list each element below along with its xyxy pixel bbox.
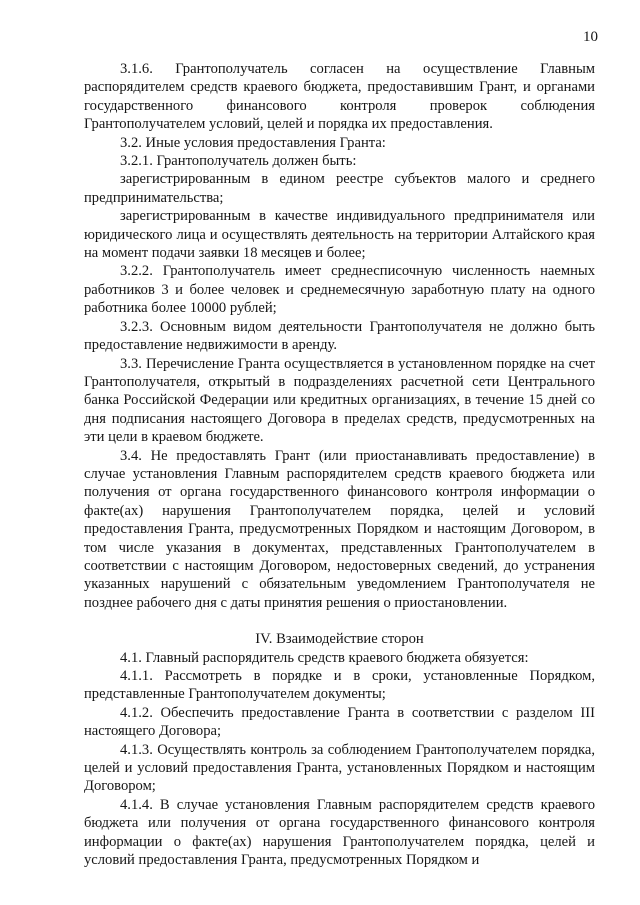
section-heading: IV. Взаимодействие сторон	[255, 631, 424, 648]
page-number: 10	[583, 29, 598, 45]
paragraph-4-1-3: 4.1.3. Осуществлять контроль за соблюдением Грантополучателем порядка, целей и условий предоставления Гранта, установленных Порядком и настоящим Договором;	[84, 741, 595, 795]
paragraph-3-3: 3.3. Перечисление Гранта осуществляется в установленном порядке на счет Грантополучателя, открытый в подразделениях расчетной сети Центрального банка Российской Федерации или кредитных организациях, в течение 15 дней со дня подписания настоящего Договора в пределах средств, предусмотренных на эти цели в краевом бюджете.	[84, 355, 595, 446]
paragraph-3-4: 3.4. Не предоставлять Грант (или приостанавливать предоставление) в случае установления Главным распорядителем средств краевого бюджета или получения от органа государственного финансового контроля информации о факте(ах) нарушения Грантополучателем порядка, целей и условий предоставления Гранта, предусмотренных Порядком и настоящим Договором, в том числе указания в документах, представленных Грантополучателем в соответствии с настоящим Договором, недостоверных сведений, до устранения указанных нарушений с обязательным уведомлением Грантополучателя не позднее рабочего дня с даты принятия решения о приостановлении.	[84, 447, 595, 611]
paragraph-4-1-2: 4.1.2. Обеспечить предоставление Гранта в соответствии с разделом III настоящего Договора;	[84, 704, 595, 740]
paragraph-3-2-1: 3.2.1. Грантополучатель должен быть:	[120, 153, 357, 170]
paragraph-registered-entity: зарегистрированным в качестве индивидуального предпринимателя или юридического лица и осуществлять деятельность на территории Алтайского края на момент подачи заявки 18 месяцев и более;	[84, 208, 595, 262]
paragraph-3-2-3: 3.2.3. Основным видом деятельности Грантополучателя не должно быть предоставление недвижимости в аренду.	[84, 318, 595, 354]
paragraph-registered-smb: зарегистрированным в едином реестре субъектов малого и среднего предпринимательства;	[84, 171, 595, 206]
paragraph-4-1-4: 4.1.4. В случае установления Главным распорядителем средств краевого бюджета или получения от органа государственного финансового контроля информации о факте(ах) нарушения Грантополучателем порядка, целей и условий предоставления Гранта, предусмотренных Порядком и	[84, 796, 595, 869]
paragraph-3-2-2: 3.2.2. Грантополучатель имеет среднесписочную численность наемных работников 3 и более человек и среднемесячную заработную плату на одного работника более 10000 рублей;	[84, 263, 595, 317]
paragraph-3-2: 3.2. Иные условия предоставления Гранта:	[120, 134, 386, 151]
paragraph-4-1-1: 4.1.1. Рассмотреть в порядке и в сроки, установленные Порядком, представленные Грантополучателем документы;	[84, 668, 595, 703]
document-body	[84, 60, 595, 869]
paragraph-4-1: 4.1. Главный распорядитель средств краевого бюджета обязуется:	[120, 649, 529, 666]
paragraph-3-1-6: 3.1.6. Грантополучатель согласен на осуществление Главным распорядителем средств краевого бюджета, предоставившим Грант, и органами государственного финансового контроля проверок соблюдения Грантополучателем условий, целей и порядка их предоставления.	[84, 61, 595, 133]
